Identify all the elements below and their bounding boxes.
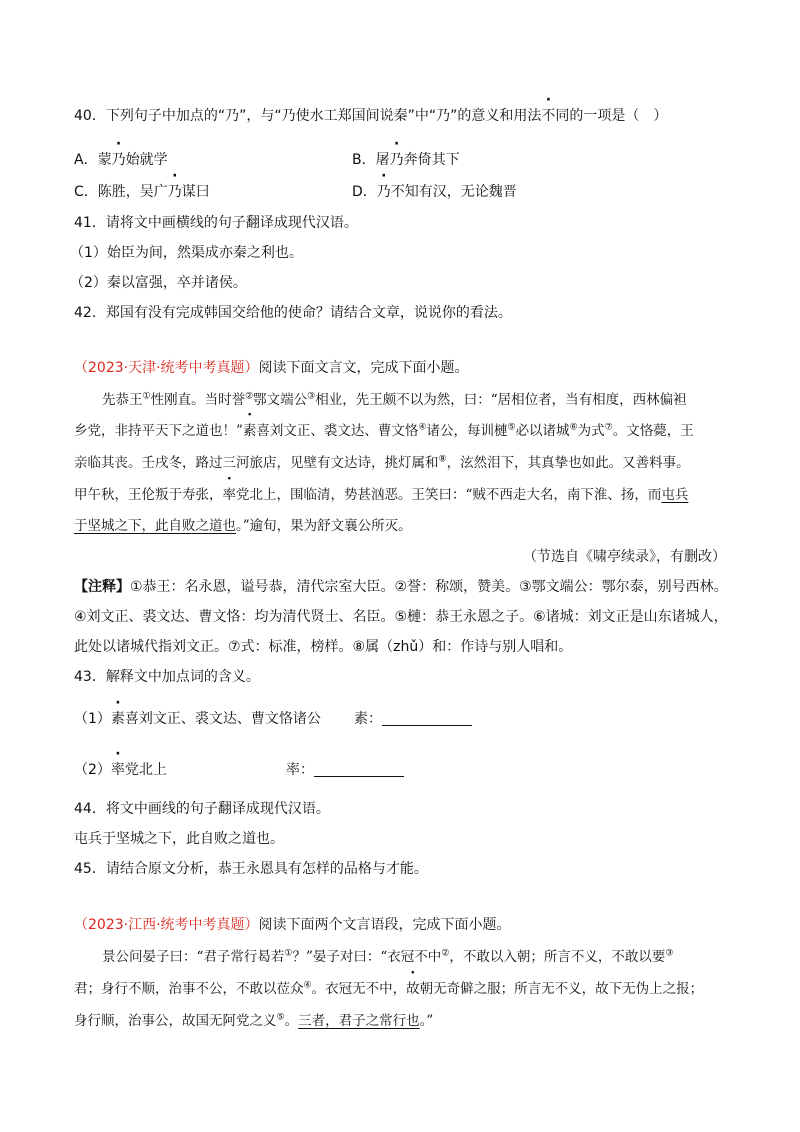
option-c: C．陈胜，吴广乃谋曰 <box>74 184 210 200</box>
question-42: 42．郑国有没有完成韩国交给他的使命？请结合文章，说说你的看法。 <box>74 305 512 321</box>
question-43: 43．解释文中加点词的含义。 <box>74 669 260 685</box>
annotation-line: ④刘文正、裘文达、曹文恪：均为清代贤士、名臣。⑤槤：恭王永恩之子。⑥诸城：刘文正是山东诸城人， <box>74 609 728 625</box>
option-a: A．蒙乃始就学 <box>74 152 168 168</box>
question-41-item-1: （1）始臣为间，然渠成亦秦之利也。 <box>70 245 303 261</box>
question-40: 40．下列句子中加点的“乃”，与“乃使水工郑国间说秦”中“乃”的意义和用法不同的一项是（ ） <box>74 108 668 124</box>
question-43-item-1: （1）素喜刘文正、裘文达、曹文恪诸公 <box>74 711 321 727</box>
option-d: D．乃不知有汉，无论魏晋 <box>352 184 517 200</box>
question-44-sentence: 屯兵于坚城之下，此自败之道也。 <box>74 831 284 847</box>
dotted-char: 不 <box>541 108 556 124</box>
passage-line: 先恭王①性刚直。当时誉②鄂文端公③相业，先王颇不以为然，曰：“居相位者，当有相度，西林偏袒 <box>102 391 687 408</box>
section-2-header: （2023·天津·统考中考真题）阅读下面文言文，完成下面小题。 <box>74 360 469 376</box>
answer-field-2[interactable]: 率： <box>286 760 404 780</box>
passage-line: 身行顺，治事公，故国无阿党之义⑤。三者，君子之常行也。” <box>74 1012 434 1029</box>
question-41: 41．请将文中画横线的句子翻译成现代汉语。 <box>74 215 358 231</box>
source-tag: （2023·天津·统考中考真题） <box>74 360 259 376</box>
passage-line: 亲临其丧。壬戌冬，路过三河旅店，见壁有文达诗，挑灯属和⑧，泫然泪下，其真挚也如此。又善料事。 <box>74 454 690 471</box>
annotation-line: 【注释】①恭王：名永恩，谥号恭，清代宗室大臣。②誉：称颂，赞美。③鄂文端公：鄂尔泰，别号西林。 <box>74 579 728 595</box>
passage-line: 君；身行不顺，治事不公，不敢以莅众④。衣冠无不中，故朝无奇僻之服；所言无不义，故下无伪上之报； <box>74 980 704 997</box>
answer-field-1[interactable]: 素： <box>354 709 472 729</box>
section-3-header: （2023·江西·统考中考真题）阅读下面两个文言语段，完成下面小题。 <box>74 917 511 933</box>
passage-source: （节选自《啸亭续录》，有删改） <box>523 549 726 565</box>
question-41-item-2: （2）秦以富强，卒并诸侯。 <box>70 275 247 291</box>
passage-line: 于坚城之下，此自败之道也。”逾旬，果为舒文襄公所灭。 <box>74 518 412 534</box>
passage-line: 乡党，非持平天下之道也！”素喜刘文正、裘文达、曹文恪④诸公，每训槤⑤必以诸城⑥为式⑦。文恪薨，王 <box>74 422 694 439</box>
question-44: 44．将文中画线的句子翻译成现代汉语。 <box>74 801 330 817</box>
question-45: 45．请结合原文分析，恭王永恩具有怎样的品格与才能。 <box>74 861 428 877</box>
passage-line: 甲午秋，王伦叛于寿张，率党北上，围临清，势甚汹恶。王笑曰：“贼不西走大名，南下淮、扬，而屯兵 <box>74 487 689 503</box>
annotation-line: 此处以诸城代指刘文正。⑦式：标准，榜样。⑧属（zhǔ）和：作诗与别人唱和。 <box>74 639 573 655</box>
question-43-item-2: （2）率党北上 <box>74 762 167 778</box>
passage-line: 景公问晏子曰：“君子常行曷若①？”晏子对曰：“衣冠不中②，不敢以入朝；所言不义，不敢以要③ <box>102 948 674 965</box>
option-b: B．屠乃奔倚其下 <box>352 152 460 168</box>
source-tag: （2023·江西·统考中考真题） <box>74 917 259 933</box>
